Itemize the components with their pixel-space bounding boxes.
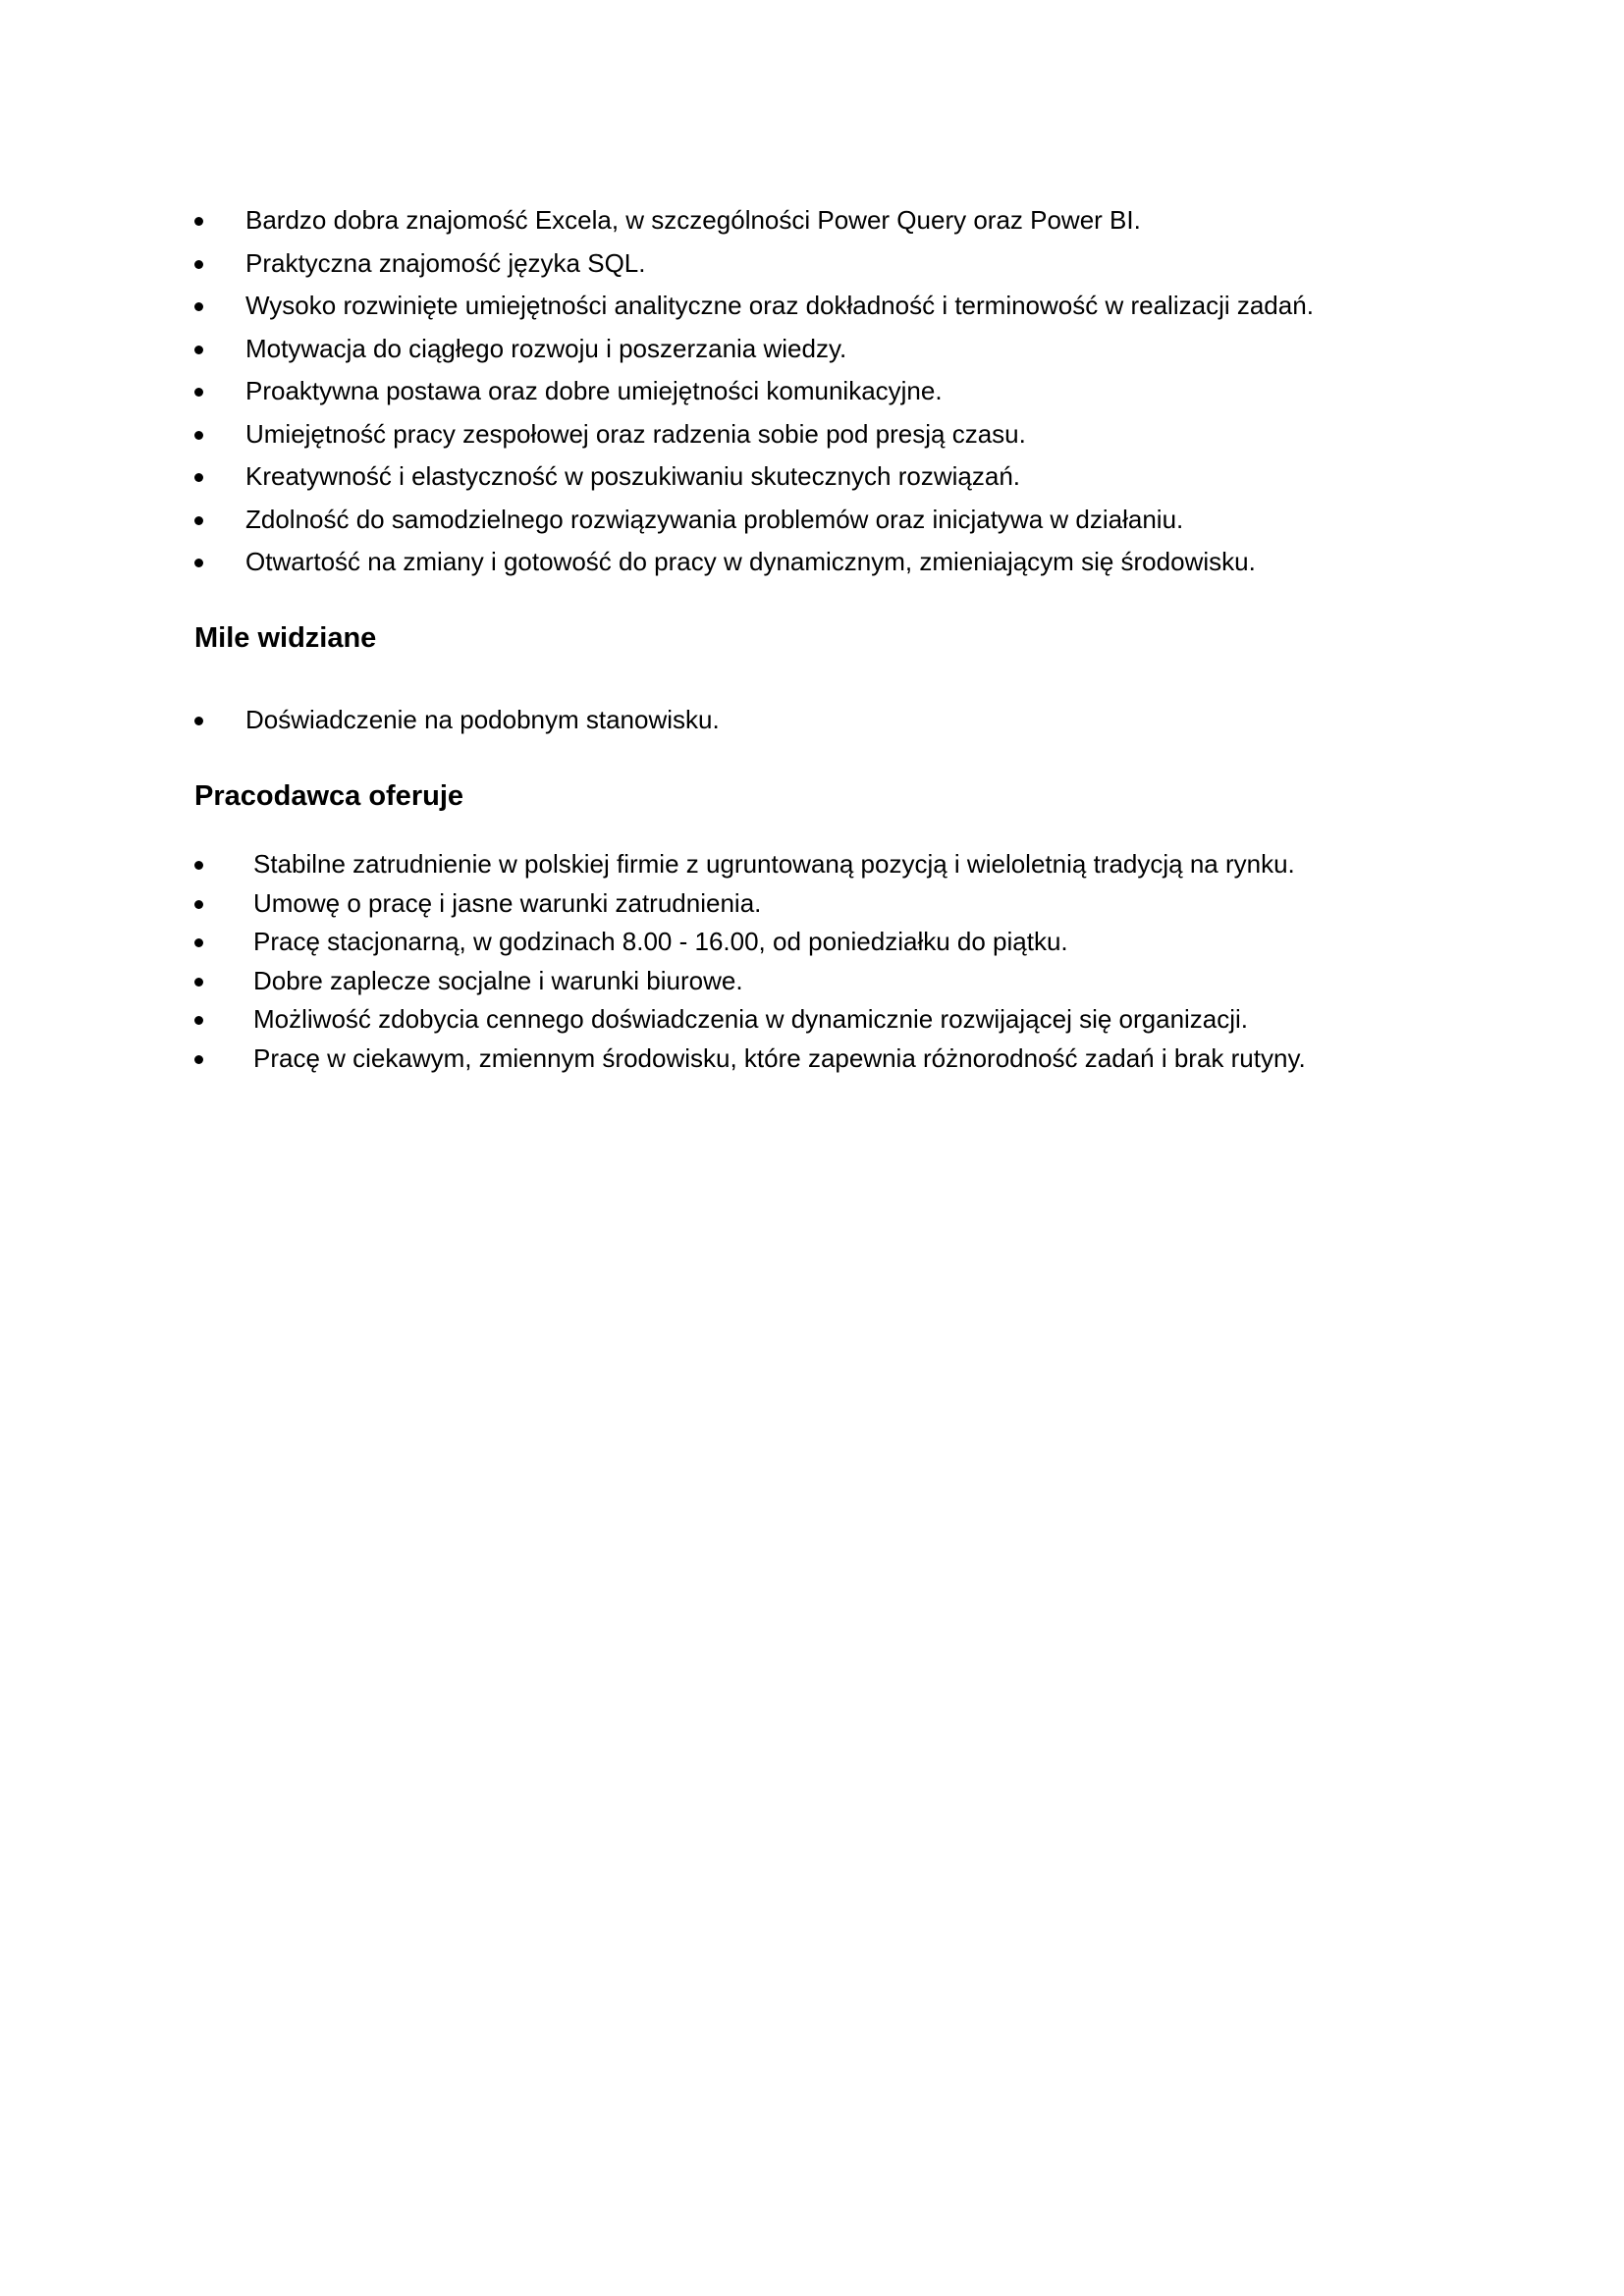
list-item — [194, 374, 1471, 417]
list-item-text: Motywacja do ciągłego rozwoju i poszerzania wiedzy. — [245, 333, 847, 363]
list-item-text: Możliwość zdobycia cennego doświadczenia w dynamicznie rozwijającej się organizacji. — [253, 1004, 1249, 1035]
list-item-text: Umowę o pracę i jasne warunki zatrudnienia. — [253, 887, 762, 918]
list-item — [194, 203, 1471, 246]
list-item-text: Wysoko rozwinięte umiejętności analityczne oraz dokładność i terminowość w realizacji zadań. — [245, 291, 1314, 320]
list-item-text: Umiejętność pracy zespołowej oraz radzenia sobie pod presją czasu. — [245, 418, 1026, 449]
list-item-text: Bardzo dobra znajomość Excela, w szczególności Power Query oraz Power BI. — [245, 205, 1141, 235]
bullet-icon — [194, 516, 203, 525]
section-heading-nice-to-have: Mile widziane — [194, 622, 377, 654]
bullet-icon — [194, 1055, 203, 1064]
list-item-text: Pracę w ciekawym, zmiennym środowisku, które zapewnia różnorodność zadań i brak rutyny. — [253, 1042, 1306, 1073]
section-heading-offer: Pracodawca oferuje — [194, 780, 463, 812]
bullet-icon — [194, 559, 203, 567]
list-item — [194, 886, 1471, 926]
list-item-text: Dobre zaplecze socjalne i warunki biurowe. — [253, 965, 743, 995]
list-item — [194, 1041, 1471, 1081]
requirements-list — [194, 203, 1471, 588]
list-item — [194, 503, 1471, 546]
bullet-icon — [194, 217, 203, 226]
bullet-icon — [194, 900, 203, 909]
list-item — [194, 289, 1471, 332]
bullet-icon — [194, 473, 203, 482]
list-item — [194, 964, 1471, 1003]
bullet-icon — [194, 717, 203, 725]
list-item-text: Pracę stacjonarną, w godzinach 8.00 - 16.00, od poniedziałku do piątku. — [253, 927, 1068, 957]
list-item — [194, 703, 1471, 746]
bullet-icon — [194, 938, 203, 947]
bullet-icon — [194, 388, 203, 397]
list-item-text: Proaktywna postawa oraz dobre umiejętności komunikacyjne. — [245, 376, 943, 405]
bullet-icon — [194, 431, 203, 440]
list-item-text: Praktyczna znajomość języka SQL. — [245, 247, 646, 278]
list-item — [194, 332, 1471, 375]
bullet-icon — [194, 346, 203, 354]
list-item-text: Otwartość na zmiany i gotowość do pracy w dynamicznym, zmieniającym się środowisku. — [245, 547, 1256, 576]
list-item-text: Stabilne zatrudnienie w polskiej firmie z ugruntowaną pozycją i wieloletnią tradycją na rynku. — [253, 849, 1295, 879]
bullet-icon — [194, 1016, 203, 1025]
list-item — [194, 1002, 1471, 1041]
list-item-text: Zdolność do samodzielnego rozwiązywania problemów oraz inicjatywa w działaniu. — [245, 504, 1184, 534]
bullet-icon — [194, 260, 203, 269]
list-item-text: Doświadczenie na podobnym stanowisku. — [245, 705, 720, 734]
list-item — [194, 417, 1471, 460]
list-item — [194, 925, 1471, 964]
bullet-icon — [194, 978, 203, 987]
list-item — [194, 847, 1471, 886]
bullet-icon — [194, 302, 203, 311]
list-item — [194, 545, 1471, 588]
list-item — [194, 459, 1471, 503]
bullet-icon — [194, 861, 203, 870]
list-item-text: Kreatywność i elastyczność w poszukiwaniu skutecznych rozwiązań. — [245, 461, 1021, 491]
list-item — [194, 246, 1471, 290]
offer-list — [194, 847, 1471, 1081]
nice-to-have-list — [194, 703, 1471, 746]
